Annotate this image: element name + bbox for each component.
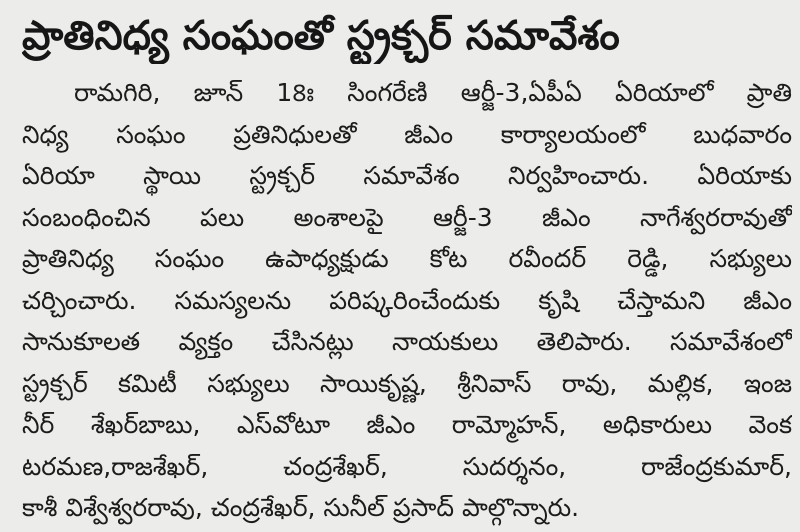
article-line: నిధ్య సంఘం ప్రతినిధులతో జీఎం కార్యాలయంలో బుధవారం [22,119,792,149]
article-body [22,72,792,528]
article-line: సానుకూలత వ్యక్తం చేసినట్లు నాయకులు తెలిపారు. సమావేశంలో [22,327,792,356]
headline: ప్రాతినిధ్య సంఘంతో స్ట్రక్చర్ సమావేశం [22,13,620,59]
article-line: స్ట్రక్చర్ కమిటీ సభ్యులు సాయికృష్ణ, శ్రీనివాస్ రావు, మల్లిక, ఇంజ [22,368,792,398]
article-line: నీర్ శేఖర్‌బాబు, ఎస్‌వోటూ జీఎం రామ్మోహన్, అధికారులు వెంక [22,410,792,439]
article-line: ఏరియా స్థాయి స్ట్రక్చర్ సమావేశం నిర్వహించారు. ఏరియాకు [22,161,792,190]
article-line: రామగిరి, జూన్ 18ః సింగరేణి ఆర్జీ-3,ఏపీఏ ఏరియాలో ప్రాతి [74,78,792,107]
article-line: చర్చించారు. సమస్యలను పరిష్కరించేందుకు కృషి చేస్తామని జీఎం [22,285,792,315]
article-line: ప్రాతినిధ్య సంఘం ఉపాధ్యక్షుడు కోట రవీందర్ రెడ్డి, సభ్యులు [22,244,792,273]
article-line: కాశీ విశ్వేశ్వరరావు, చంద్రశేఖర్, సునీల్ ప్రసాద్ పాల్గొన్నారు. [22,493,580,522]
article-line: సంబంధించిన పలు అంశాలపై ఆర్జీ-3 జీఎం నాగేశ్వరరావుతో [22,202,792,232]
article-line: టరమణ,రాజశేఖర్, చంద్రశేఖర్, సుదర్శనం, రాజేంద్రకుమార్, [22,451,792,481]
